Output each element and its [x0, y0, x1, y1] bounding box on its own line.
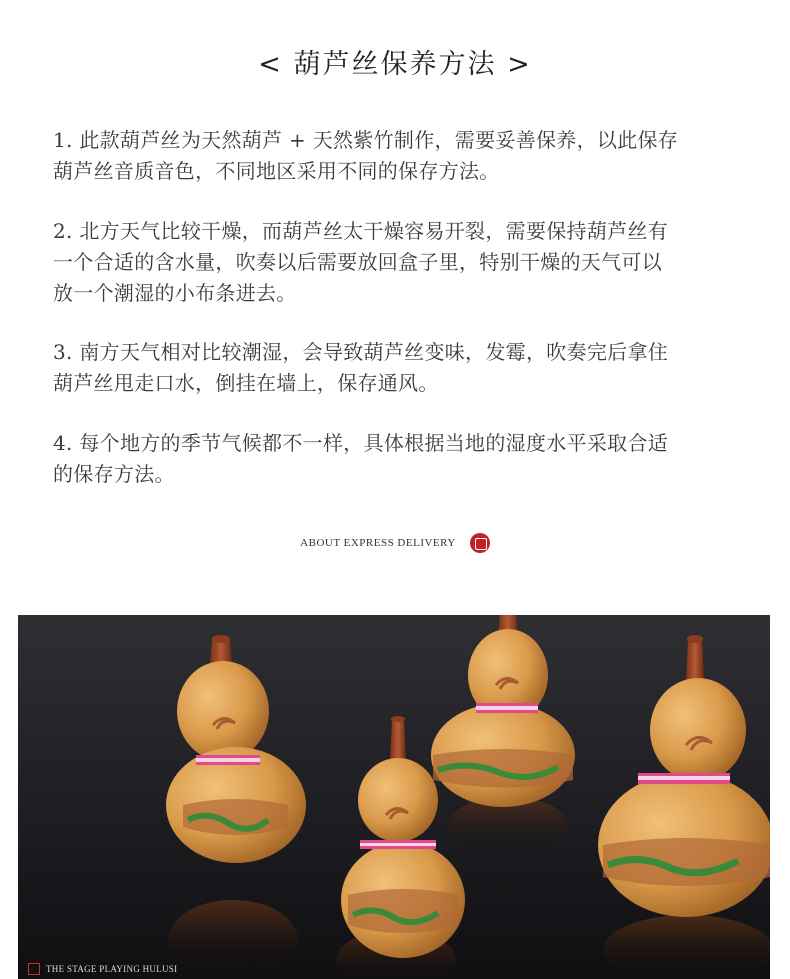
gourd-left	[166, 635, 306, 979]
gourd-back	[431, 615, 575, 853]
care-paragraph-4	[53, 428, 743, 490]
product-photo	[18, 615, 770, 979]
paragraph-line: 放一个潮湿的小布条进去。	[53, 281, 297, 305]
paragraph-line: 2. 北方天气比较干燥，而葫芦丝太干燥容易开裂，需要保持葫芦丝有	[53, 219, 669, 243]
paragraph-line: 的保存方法。	[53, 462, 175, 486]
red-seal-icon	[470, 533, 490, 553]
paragraph-line: 葫芦丝甩走口水，倒挂在墙上，保存通风。	[53, 371, 439, 395]
delivery-label: ABOUT EXPRESS DELIVERY	[300, 537, 456, 549]
caption-text: THE STAGE PLAYING HULUSI	[46, 964, 178, 974]
express-delivery-header	[0, 533, 790, 553]
care-paragraph-1	[53, 125, 743, 187]
page-title: < 葫芦丝保养方法 >	[258, 49, 532, 80]
paragraph-line: 葫芦丝音质音色，不同地区采用不同的保存方法。	[53, 159, 500, 183]
care-paragraph-2	[53, 216, 743, 309]
paragraph-line: 一个合适的含水量，吹奏以后需要放回盒子里，特别干燥的天气可以	[53, 250, 662, 274]
photo-caption	[28, 963, 177, 975]
paragraph-line: 1. 此款葫芦丝为天然葫芦 + 天然紫竹制作，需要妥善保养，以此保存	[53, 128, 679, 152]
paragraph-line: 3. 南方天气相对比较潮湿，会导致葫芦丝变味，发霉，吹奏完后拿住	[53, 340, 669, 364]
gourd-right	[598, 635, 770, 979]
stamp-icon	[28, 963, 40, 975]
care-paragraph-3	[53, 337, 743, 399]
paragraph-line: 4. 每个地方的季节气候都不一样，具体根据当地的湿度水平采取合适	[53, 431, 669, 455]
gourd-illustration	[18, 615, 770, 979]
